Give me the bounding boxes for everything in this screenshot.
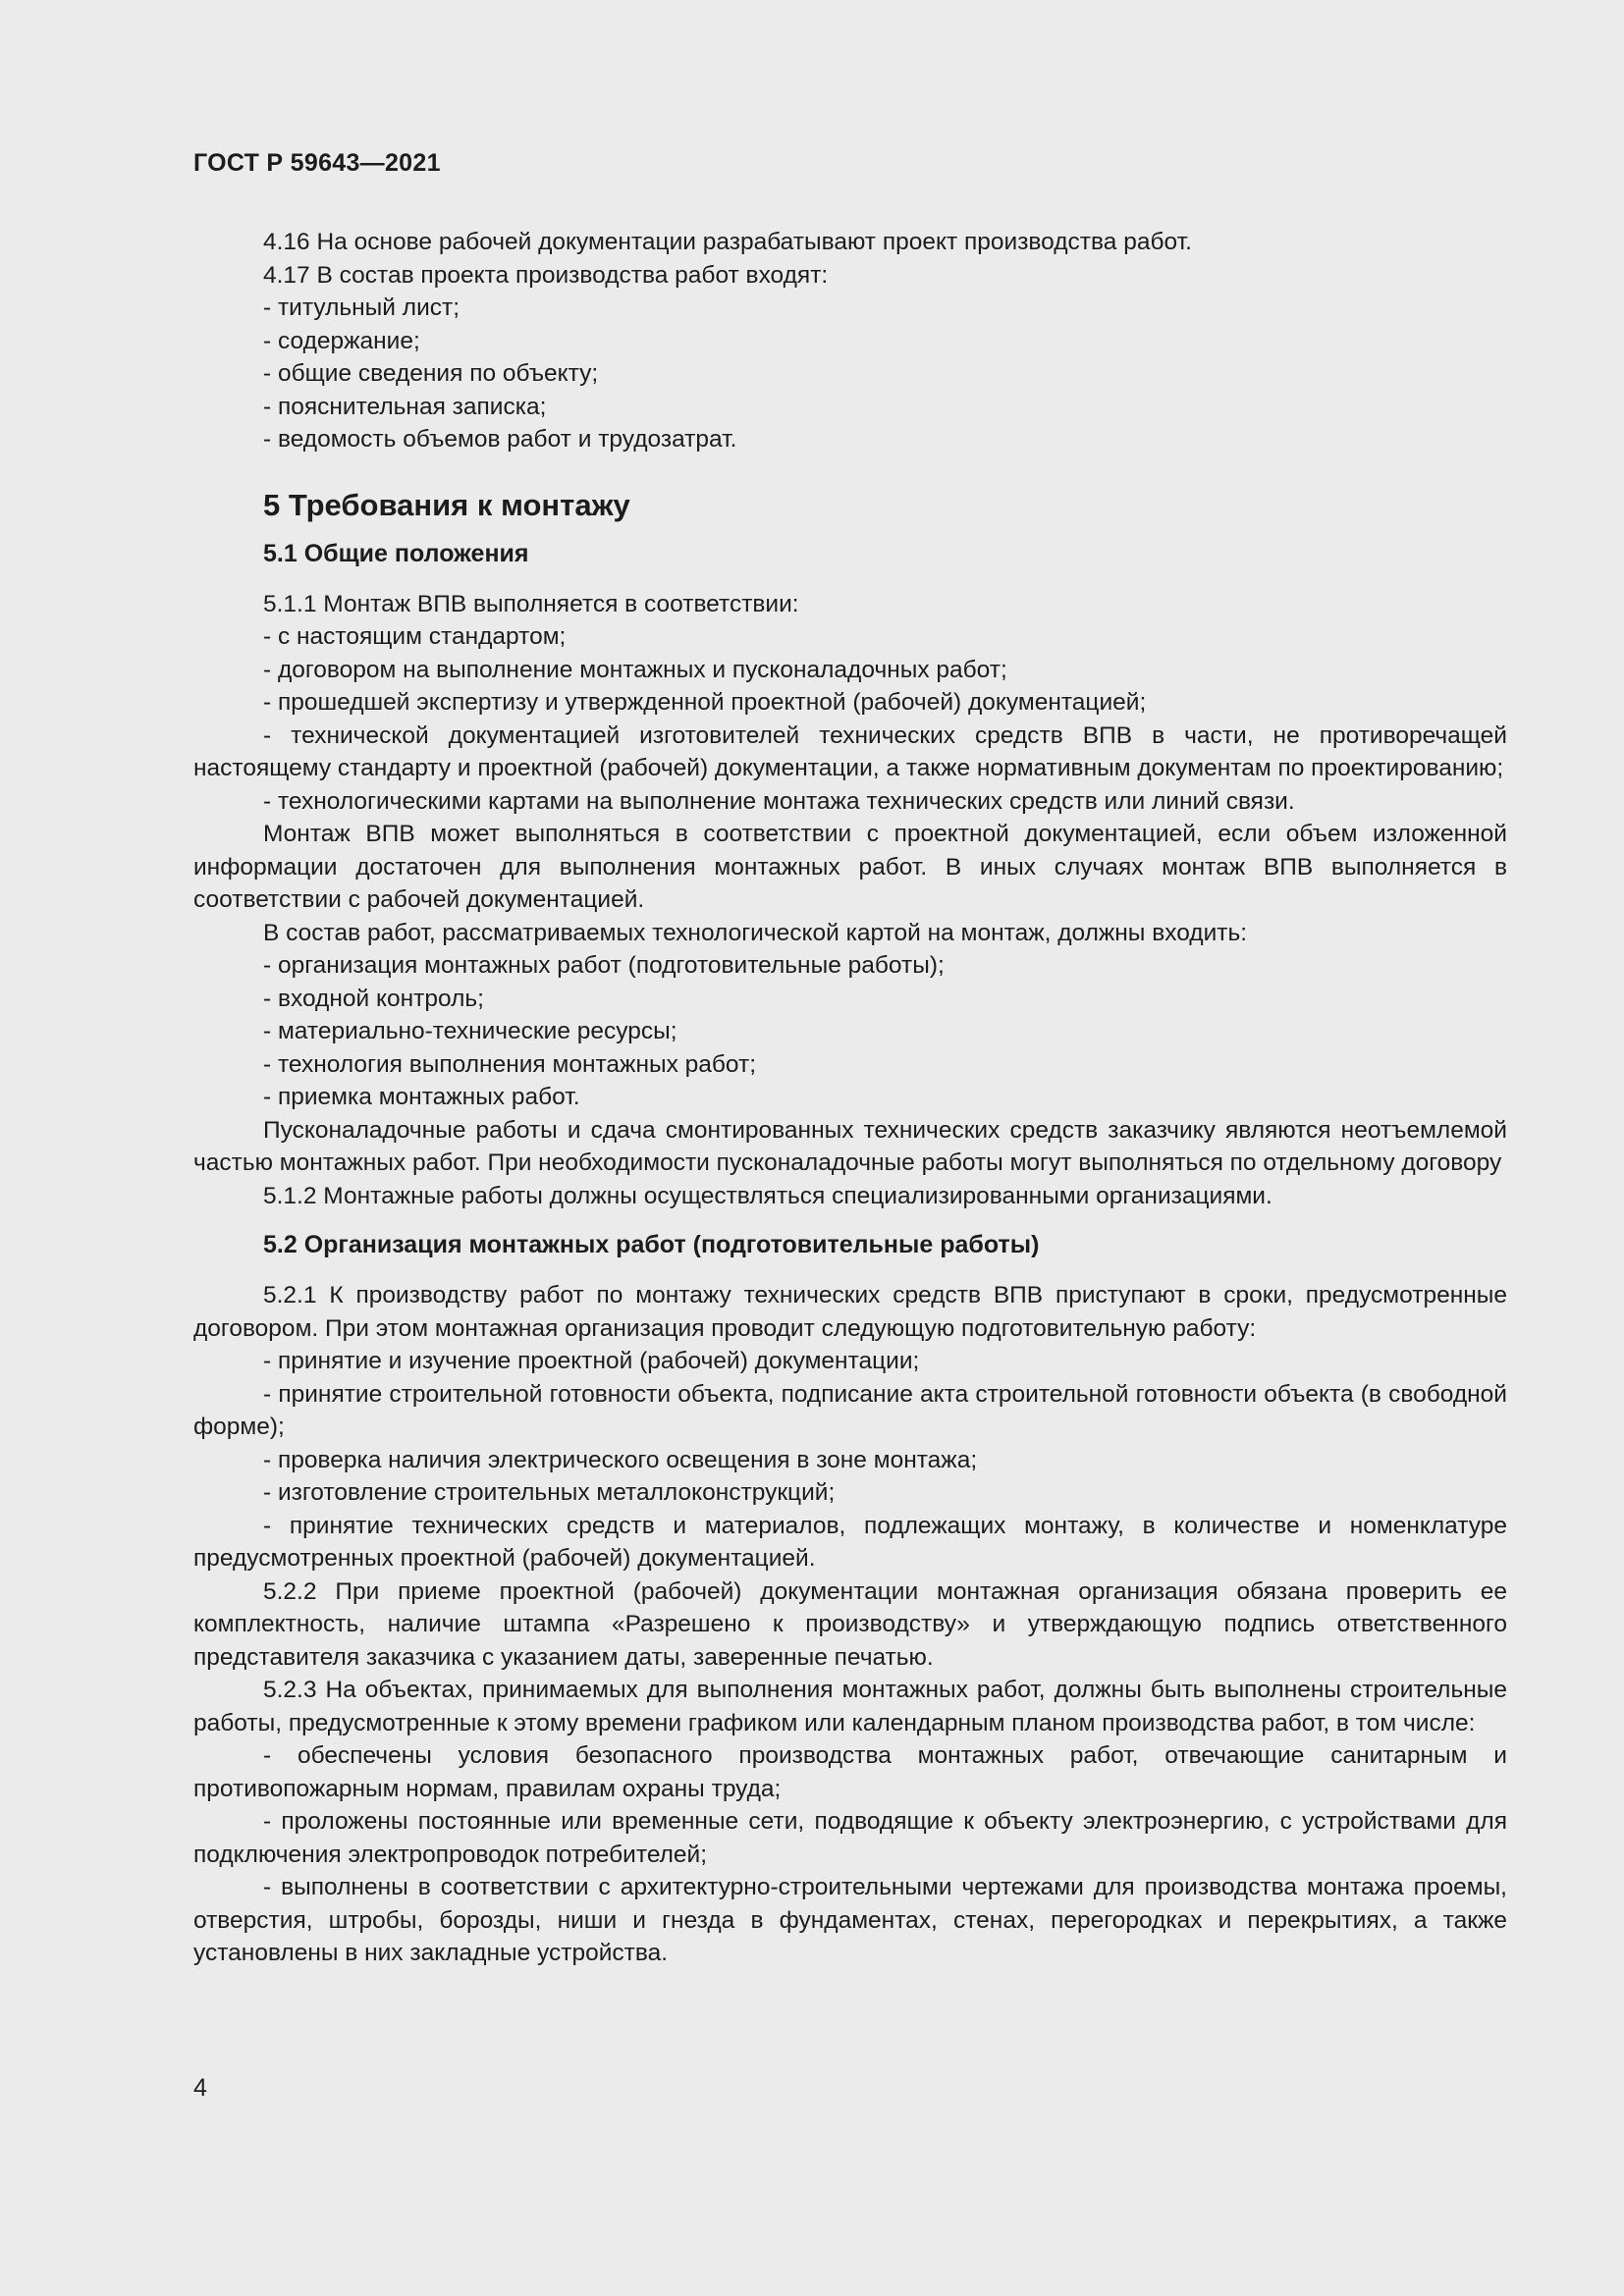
- clause-5-1-1: 5.1.1 Монтаж ВПВ выполняется в соответствии:: [263, 590, 799, 617]
- subsection-5-1-heading: 5.1 Общие положения: [263, 539, 529, 567]
- page-number: 4: [193, 2074, 207, 2102]
- list-item: - изготовление строительных металлоконструкций;: [263, 1479, 836, 1506]
- clause-5-2-1: 5.2.1 К производству работ по монтажу технических средств ВПВ приступают в сроки, предусмотренные договором. При этом монтажная организация проводит следующую подготовительную работу:: [193, 1282, 1507, 1342]
- clause-5-1-2: 5.1.2 Монтажные работы должны осуществляться специализированными организациями.: [263, 1182, 1272, 1209]
- list-item: - прошедшей экспертизу и утвержденной проектной (рабочей) документацией;: [263, 689, 1147, 716]
- list-item: - содержание;: [263, 327, 420, 354]
- list-item: - общие сведения по объекту;: [263, 360, 599, 387]
- document-header: ГОСТ Р 59643—2021: [193, 149, 441, 177]
- paragraph: В состав работ, рассматриваемых технологической картой на монтаж, должны входить:: [263, 919, 1248, 946]
- list-item: - обеспечены условия безопасного производства монтажных работ, отвечающие санитарным и противопожарным нормам, правилам охраны труда;: [193, 1742, 1507, 1802]
- list-item: - выполнены в соответствии с архитектурно-строительными чертежами для производства монтажа проемы, отверстия, штробы, борозды, ниши и гнезда в фундаментах, стенах, перегородках и перекрытиях, а также установлены в них закладные устройства.: [193, 1874, 1507, 1966]
- clause-4-16: 4.16 На основе рабочей документации разрабатывают проект производства работ.: [263, 229, 1192, 255]
- paragraph: Монтаж ВПВ может выполняться в соответствии с проектной документацией, если объем изложенной информации достаточен для выполнения монтажных работ. В иных случаях монтаж ВПВ выполняется в соответствии с рабочей документацией.: [193, 821, 1507, 913]
- list-item: - входной контроль;: [263, 985, 484, 1012]
- list-item: - пояснительная записка;: [263, 393, 547, 420]
- list-item: - титульный лист;: [263, 294, 460, 321]
- clause-5-2-2: 5.2.2 При приеме проектной (рабочей) документации монтажная организация обязана проверить ее комплектность, наличие штампа «Разрешено к производству» и утверждающую подпись ответственного представителя заказчика с указанием даты, заверенные печатью.: [193, 1577, 1507, 1671]
- list-item: - проложены постоянные или временные сети, подводящие к объекту электроэнергию, с устройствами для подключения электропроводок потребителей;: [193, 1808, 1507, 1868]
- list-item: - технологическими картами на выполнение монтажа технических средств или линий связи.: [263, 787, 1295, 815]
- paragraph: Пусконаладочные работы и сдача смонтированных технических средств заказчику являются неотъемлемой частью монтажных работ. При необходимости пусконаладочные работы могут выполняться по отдельному договору: [193, 1116, 1507, 1176]
- list-item: - принятие и изучение проектной (рабочей) документации;: [263, 1348, 920, 1374]
- list-item: - материально-технические ресурсы;: [263, 1018, 677, 1044]
- list-item: - принятие технических средств и материалов, подлежащих монтажу, в количестве и номенклатуре предусмотренных проектной (рабочей) документацией.: [193, 1512, 1507, 1572]
- document-body: [193, 226, 1507, 1970]
- clause-4-17: 4.17 В состав проекта производства работ входят:: [263, 261, 829, 289]
- list-item: - с настоящим стандартом;: [263, 623, 567, 650]
- list-item: - технической документацией изготовителей технических средств ВПВ в части, не противоречащей настоящему стандарту и проектной (рабочей) документации, а также нормативным документам по проектированию;: [193, 721, 1507, 781]
- list-item: - организация монтажных работ (подготовительные работы);: [263, 952, 945, 979]
- list-item: - приемка монтажных работ.: [263, 1084, 580, 1110]
- list-item: - договором на выполнение монтажных и пусконаладочных работ;: [263, 656, 1007, 683]
- section-5-heading: 5 Требования к монтажу: [263, 487, 630, 522]
- clause-5-2-3: 5.2.3 На объектах, принимаемых для выполнения монтажных работ, должны быть выполнены строительные работы, предусмотренные к этому времени графиком или календарным планом производства работ, в том числе:: [193, 1677, 1507, 1736]
- list-item: - проверка наличия электрического освещения в зоне монтажа;: [263, 1446, 978, 1473]
- list-item: - ведомость объемов работ и трудозатрат.: [263, 426, 737, 453]
- list-item: - принятие строительной готовности объекта, подписание акта строительной готовности объекта (в свободной форме);: [193, 1380, 1507, 1440]
- subsection-5-2-heading: 5.2 Организация монтажных работ (подготовительные работы): [263, 1231, 1040, 1258]
- list-item: - технология выполнения монтажных работ;: [263, 1050, 757, 1078]
